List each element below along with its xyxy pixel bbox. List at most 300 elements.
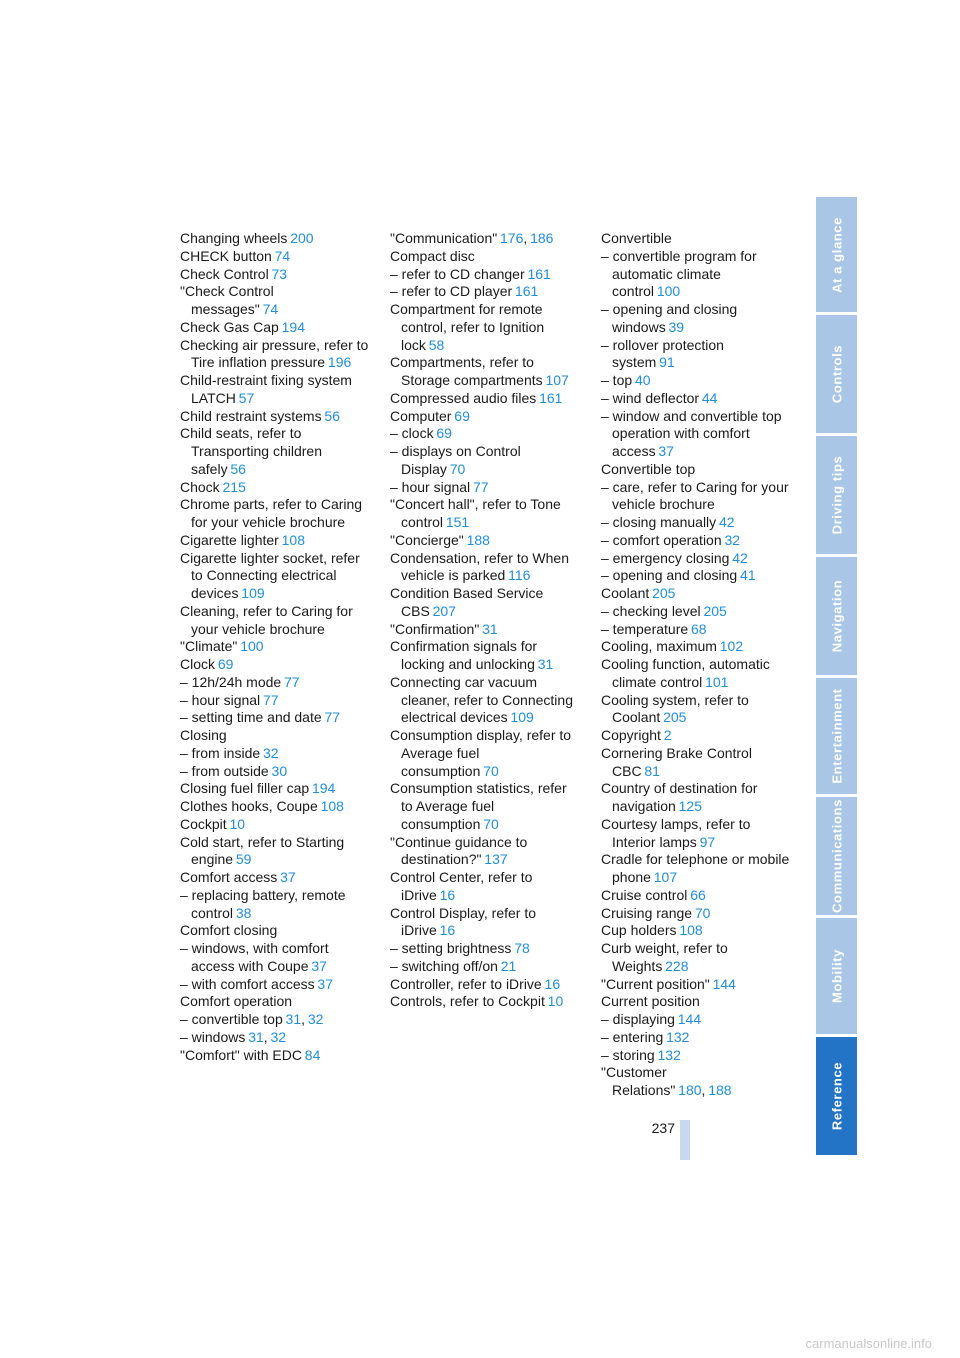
page-link[interactable]: 186 [530, 230, 554, 246]
index-entry [390, 301, 590, 354]
index-entry-text: – wind deflector [601, 389, 700, 406]
index-entry-text: – entering [601, 1028, 664, 1045]
section-tab[interactable] [816, 315, 857, 433]
index-entry [601, 567, 801, 585]
index-entry-text: Cooling system, refer to Coolant [601, 691, 749, 726]
index-entry [180, 479, 380, 497]
index-entry [180, 408, 380, 426]
index-entry-text: – replacing battery, remote control [180, 886, 346, 921]
index-entry-text: Chock [180, 478, 220, 495]
page-link[interactable]: 116 [508, 567, 531, 584]
index-entry-text: Current position [601, 993, 700, 1010]
index-entry [180, 1011, 380, 1029]
index-entry-text: Cornering Brake Control CBC [601, 744, 752, 779]
index-entry [180, 798, 380, 816]
page-link[interactable]: 107 [545, 372, 569, 388]
index-column-3 [601, 230, 801, 1100]
index-entry [180, 550, 380, 603]
page-link[interactable]: 59 [235, 851, 252, 868]
index-entry-text: "Communication" [390, 230, 498, 246]
index-entry-text: Curb weight, refer to Weights [601, 940, 728, 974]
page-link[interactable]: 161 [514, 283, 539, 300]
index-entry-text: Comfort operation [180, 993, 293, 1010]
page-link[interactable]: 101 [705, 673, 729, 690]
index-entry-text: Consumption statistics, refer to Average fuel consumption [390, 780, 567, 832]
page-link[interactable]: 144 [677, 1011, 702, 1027]
page-link[interactable]: 37 [311, 957, 327, 974]
index-entry-text: Confirmation signals for locking and unlocking [390, 638, 538, 672]
index-entry [390, 230, 590, 248]
index-entry-text: – convertible top [180, 1011, 283, 1027]
page-link[interactable]: 176 , [497, 230, 527, 246]
page-link[interactable]: 37 [317, 975, 333, 992]
index-entry-text: – setting time and date [180, 709, 322, 726]
index-entry-text: Condition Based Service CBS [390, 585, 544, 619]
index-entry [601, 550, 801, 568]
index-entry-text: Compact disc [390, 247, 475, 264]
index-entry-text: CHECK button [180, 247, 272, 264]
index-entry-text: Child restraint systems [180, 407, 322, 424]
page-link[interactable]: 100 [656, 283, 681, 300]
index-entry-text: Child-restraint fixing system LATCH [180, 372, 352, 406]
page-link[interactable]: 205 [652, 585, 676, 601]
index-entry-text: "Concierge" [390, 531, 464, 548]
page-link[interactable]: 56 [230, 460, 246, 477]
index-entry-text: Connecting car vacuum cleaner, refer to Connecting electrical devices [390, 673, 573, 726]
section-tab[interactable] [816, 797, 857, 915]
index-entry [180, 745, 380, 763]
index-entry [180, 283, 380, 319]
index-entry [601, 692, 801, 728]
index-entry-text: Controls, refer to Cockpit [390, 993, 545, 1010]
page-link[interactable]: 125 [678, 798, 702, 814]
index-column-1 [180, 230, 380, 1064]
index-entry-text: Cradle for telephone or mobile phone [601, 851, 790, 885]
index-entry [390, 674, 590, 727]
page-link[interactable]: 10 [547, 993, 564, 1010]
index-entry [601, 887, 801, 905]
index-entry-text: Cruising range [601, 904, 693, 921]
index-entry [180, 780, 380, 798]
index-entry-text: "Concert hall", refer to Tone control [390, 496, 561, 530]
section-tab-label: Controls [829, 344, 844, 404]
page-link[interactable]: 58 [428, 336, 445, 353]
page-link[interactable]: 188 [708, 1082, 732, 1098]
page-link[interactable]: 41 [740, 567, 756, 584]
index-entry [601, 408, 801, 461]
index-entry [180, 834, 380, 870]
index-entry [601, 745, 801, 781]
index-entry [601, 993, 801, 1011]
index-entry [180, 496, 380, 532]
index-entry [390, 532, 590, 550]
index-entry [180, 638, 380, 656]
index-entry-text: – hour signal [390, 478, 471, 495]
page-link[interactable]: 32 [262, 744, 279, 761]
page-link[interactable]: 56 [324, 407, 340, 424]
page-link[interactable]: 107 [653, 869, 678, 885]
section-tab-label: Mobility [829, 949, 844, 1003]
page-link[interactable]: 16 [439, 922, 456, 939]
page-link[interactable]: 31 , [283, 1011, 305, 1027]
page-link[interactable]: 74 [262, 301, 279, 317]
index-entry-text: – setting brightness [390, 940, 512, 956]
index-entry-text: Convertible [601, 230, 672, 246]
page-link[interactable]: 137 [484, 851, 508, 868]
index-entry-text: Compartment for remote control, refer to Ignition lock [390, 301, 545, 353]
index-entry-text: – refer to CD changer [390, 265, 525, 282]
index-entry-text: Condensation, refer to When vehicle is parked [390, 549, 569, 584]
section-tab-label: Reference [829, 1061, 844, 1131]
index-entry-text: Check Control [180, 265, 269, 282]
index-entry [180, 709, 380, 727]
index-entry-text: "Continue guidance to destination?" [390, 833, 528, 868]
index-entry [180, 319, 380, 337]
index-entry-text: – closing manually [601, 514, 717, 530]
page-link[interactable]: 32 [724, 531, 741, 548]
page-link[interactable]: 77 [284, 673, 300, 690]
page-link[interactable]: 108 [281, 531, 305, 548]
page-link[interactable]: 10 [229, 815, 246, 832]
page-link[interactable]: 39 [668, 318, 685, 335]
index-entry-text: – window and convertible top operation with comfort access [601, 407, 782, 459]
index-entry-text: – clock [390, 425, 434, 442]
index-entry-text: – hour signal [180, 691, 261, 708]
index-entry [180, 1047, 380, 1065]
index-entry-text: Cleaning, refer to Caring for your vehicle brochure [180, 602, 353, 637]
page-link[interactable]: 31 [482, 620, 498, 637]
index-entry [390, 266, 590, 284]
page-link[interactable]: 81 [644, 762, 660, 779]
index-entry [390, 550, 590, 586]
index-entry [180, 266, 380, 284]
index-entry [601, 248, 801, 301]
index-entry-text: Cigarette lighter [180, 531, 279, 548]
page-link[interactable]: 84 [304, 1046, 321, 1063]
index-entry-text: Convertible top [601, 460, 696, 477]
index-entry-text: – comfort operation [601, 531, 722, 548]
index-entry-text: Comfort closing [180, 922, 278, 939]
index-entry-text: Changing wheels [180, 230, 288, 246]
index-entry-text: Consumption display, refer to Average fuel consumption [390, 727, 572, 779]
index-column-2 [390, 230, 590, 1011]
section-tab[interactable] [816, 678, 857, 794]
page-link[interactable]: 161 [539, 389, 563, 406]
index-entry [601, 532, 801, 550]
index-entry [601, 585, 801, 603]
index-entry [601, 851, 801, 887]
index-entry-text: "Comfort" with EDC [180, 1046, 302, 1063]
index-entry [390, 283, 590, 301]
index-entry [180, 248, 380, 266]
index-entry-text: – 12h/24h mode [180, 673, 282, 690]
page-link[interactable]: 73 [271, 265, 288, 282]
index-entry-text: Controller, refer to iDrive [390, 975, 542, 992]
index-entry [390, 940, 590, 958]
index-entry [390, 993, 590, 1011]
index-entry-text: Coolant [601, 585, 650, 601]
page-link[interactable]: 70 [694, 904, 711, 921]
index-entry-text: – opening and closing [601, 567, 738, 584]
page-link[interactable]: 77 [472, 478, 489, 495]
page-link[interactable]: 196 [327, 354, 352, 371]
index-entry-text: "Confirmation" [390, 620, 480, 637]
index-entry [601, 940, 801, 976]
page-link[interactable]: 16 [439, 886, 456, 903]
index-entry [180, 532, 380, 550]
index-entry [601, 621, 801, 639]
index-entry [390, 869, 590, 905]
page-link[interactable]: 109 [241, 585, 265, 601]
index-entry [601, 337, 801, 373]
index-entry-text: Country of destination for navigation [601, 780, 758, 814]
index-entry-text: – emergency closing [601, 549, 730, 566]
page-link[interactable]: 16 [544, 975, 561, 992]
page-link[interactable]: 144 [712, 975, 736, 992]
page-link[interactable]: 32 [307, 1011, 324, 1027]
index-entry [180, 763, 380, 781]
index-entry [601, 727, 801, 745]
index-entry-text: – from inside [180, 744, 261, 761]
index-entry-text: – storing [601, 1046, 655, 1063]
page-link[interactable]: 57 [238, 389, 255, 406]
page-link[interactable]: 77 [324, 709, 341, 726]
index-entry-text: Cooling function, automatic climate control [601, 656, 770, 690]
page-link[interactable]: 69 [436, 425, 452, 442]
index-entry-text: Cold start, refer to Starting engine [180, 833, 345, 868]
page-link[interactable]: 108 [679, 922, 703, 939]
index-entry-text: Cruise control [601, 886, 688, 903]
page-link[interactable]: 44 [701, 389, 718, 406]
index-entry-text: Check Gas Cap [180, 318, 279, 335]
index-entry [390, 905, 590, 941]
page-link[interactable]: 42 [732, 549, 748, 566]
index-entry-text: Cup holders [601, 922, 677, 939]
index-entry [601, 656, 801, 692]
page-link[interactable]: 91 [659, 354, 675, 371]
page-link[interactable]: 194 [281, 318, 305, 335]
index-entry-text: Compartments, refer to Storage compartments [390, 354, 543, 388]
page-link[interactable]: 69 [454, 407, 470, 424]
index-entry-text: Cockpit [180, 815, 227, 832]
index-entry [180, 816, 380, 834]
index-entry [180, 230, 380, 248]
index-entry-text: – rollover protection system [601, 336, 724, 371]
page-link[interactable]: 40 [634, 372, 651, 388]
page-link[interactable]: 228 [665, 957, 689, 974]
index-entry-text: – opening and closing windows [601, 301, 738, 335]
page-link[interactable]: 132 [657, 1046, 681, 1063]
index-entry [601, 390, 801, 408]
index-entry-text: – displaying [601, 1011, 675, 1027]
index-entry-text: Chrome parts, refer to Caring for your vehicle brochure [180, 496, 363, 530]
index-entry-text: – from outside [180, 762, 269, 779]
page-link[interactable]: 200 [290, 230, 314, 246]
index-entry-text: Clock [180, 656, 216, 672]
page-link[interactable]: 188 [466, 531, 490, 548]
index-entry [390, 354, 590, 390]
index-entry [180, 869, 380, 887]
page-link[interactable]: 78 [514, 940, 530, 956]
section-tab[interactable] [816, 197, 857, 312]
page-link[interactable]: 37 [280, 869, 296, 885]
page-link[interactable]: 68 [690, 620, 707, 637]
section-tab-label: At a glance [829, 216, 844, 293]
section-tab[interactable] [816, 1037, 857, 1155]
section-tab-label: Entertainment [829, 688, 844, 784]
index-entry-text: Control Center, refer to iDrive [390, 869, 533, 903]
page-link[interactable]: 69 [217, 656, 234, 672]
page-link[interactable]: 31 [537, 656, 554, 672]
page-link[interactable]: 215 [222, 478, 246, 495]
page-link[interactable]: 32 [270, 1028, 287, 1045]
index-entry-text: Clothes hooks, Coupe [180, 798, 318, 814]
page-link[interactable]: 70 [483, 815, 499, 832]
index-entry-text: – displays on Control Display [390, 443, 521, 477]
page-link[interactable]: 161 [527, 265, 551, 282]
index-entry [601, 603, 801, 621]
index-entry-text: Compressed audio files [390, 389, 537, 406]
index-entry [390, 727, 590, 780]
index-entry [390, 621, 590, 639]
index-entry [390, 390, 590, 408]
index-entry-text: Computer [390, 407, 452, 424]
index-entry [390, 958, 590, 976]
index-entry-text: – convertible program for automatic climate control [601, 247, 757, 300]
index-entry [180, 372, 380, 408]
section-tab[interactable] [816, 918, 857, 1034]
index-entry [180, 922, 380, 940]
index-entry-text: Cigarette lighter socket, refer to Connecting electrical devices [180, 549, 360, 601]
index-entry-text: Closing [180, 727, 227, 743]
index-entry [601, 461, 801, 479]
index-entry [180, 887, 380, 923]
page-link[interactable]: 207 [432, 602, 456, 619]
index-entry [390, 408, 590, 426]
index-entry [601, 1047, 801, 1065]
index-entry [601, 230, 801, 248]
index-entry [601, 1029, 801, 1047]
index-entry [180, 1029, 380, 1047]
index-entry [390, 976, 590, 994]
index-entry [601, 816, 801, 852]
index-entry [601, 301, 801, 337]
index-entry-text: "Customer Relations" [601, 1064, 676, 1098]
page-link[interactable]: 100 [240, 638, 264, 655]
index-entry [601, 638, 801, 656]
index-entry [180, 976, 380, 994]
index-entry-text: Control Display, refer to iDrive [390, 904, 537, 939]
watermark: carmanualsonline.info [805, 1336, 932, 1351]
index-entry-text: Courtesy lamps, refer to Interior lamps [601, 815, 751, 850]
index-entry-text: Checking air pressure, refer to Tire inflation pressure [180, 336, 369, 371]
index-entry-text: – with comfort access [180, 975, 315, 992]
page-link[interactable]: 74 [274, 247, 291, 264]
page-link[interactable]: 97 [699, 833, 716, 850]
index-entry [180, 940, 380, 976]
index-entry-text: – checking level [601, 602, 701, 619]
page-link[interactable]: 37 [658, 443, 674, 459]
index-entry [390, 496, 590, 532]
page-link[interactable]: 2 [663, 727, 672, 743]
index-entry-text: Comfort access [180, 869, 278, 885]
index-entry [180, 674, 380, 692]
page-link[interactable]: 21 [500, 957, 517, 974]
index-entry-text: "Check Control messages" [180, 283, 274, 317]
index-entry [390, 425, 590, 443]
index-entry-text: – windows, with comfort access with Coupe [180, 940, 329, 974]
index-entry [601, 922, 801, 940]
index-entry [390, 638, 590, 674]
page-link[interactable]: 109 [510, 709, 534, 726]
section-tabs [816, 197, 857, 1158]
index-entry-text: Copyright [601, 727, 661, 743]
page-link[interactable]: 194 [311, 780, 336, 797]
page-link[interactable]: 30 [271, 762, 288, 779]
index-entry [390, 585, 590, 621]
index-entry-text: – top [601, 372, 633, 388]
index-entry [180, 993, 380, 1011]
page-number: 237 [651, 1120, 675, 1136]
page-link[interactable]: 102 [719, 638, 744, 655]
index-entry [390, 834, 590, 870]
index-entry [601, 514, 801, 532]
section-tab-label: Communications [829, 799, 844, 913]
index-entry [601, 905, 801, 923]
page-number-bar [680, 1120, 690, 1160]
index-entry [390, 479, 590, 497]
section-tab[interactable] [816, 557, 857, 675]
page-link[interactable]: 132 [666, 1028, 690, 1045]
index-entry-text: – switching off/on [390, 957, 498, 974]
index-entry [601, 372, 801, 390]
page-link[interactable]: 180 , [675, 1082, 705, 1098]
index-entry [390, 443, 590, 479]
page-link[interactable]: 108 [320, 798, 344, 814]
index-entry [601, 1011, 801, 1029]
page-link[interactable]: 38 [235, 904, 252, 921]
index-entry-text: "Climate" [180, 638, 238, 655]
section-tab-label: Navigation [829, 579, 844, 653]
page-link[interactable]: 151 [445, 514, 470, 530]
index-entry-text: Closing fuel filler cap [180, 780, 310, 797]
index-entry [180, 603, 380, 639]
page-link[interactable]: 70 [449, 460, 466, 477]
index-entry [601, 479, 801, 515]
index-entry [180, 692, 380, 710]
index-entry-text: Child seats, refer to Transporting children safely [180, 425, 322, 477]
index-entry-text: Cooling, maximum [601, 638, 717, 655]
index-entry-text: "Current position" [601, 975, 710, 992]
index-entry [390, 248, 590, 266]
index-entry [180, 337, 380, 373]
index-entry-text: – care, refer to Caring for your vehicle brochure [601, 478, 789, 513]
page-link[interactable]: 70 [483, 762, 499, 779]
page-link[interactable]: 31 , [245, 1029, 267, 1045]
index-entry [601, 1064, 801, 1100]
page-link[interactable]: 205 [663, 709, 687, 726]
index-entry [601, 780, 801, 816]
page-link[interactable]: 66 [690, 886, 706, 903]
page-link[interactable]: 205 [703, 602, 727, 619]
index-entry [180, 425, 380, 478]
index-entry-text: – refer to CD player [390, 283, 513, 300]
index-entry-text: – windows [180, 1028, 246, 1045]
page-link[interactable]: 42 [718, 514, 735, 530]
page-link[interactable]: 77 [262, 691, 279, 708]
section-tab[interactable] [816, 436, 857, 554]
index-entry-text: – temperature [601, 620, 689, 637]
